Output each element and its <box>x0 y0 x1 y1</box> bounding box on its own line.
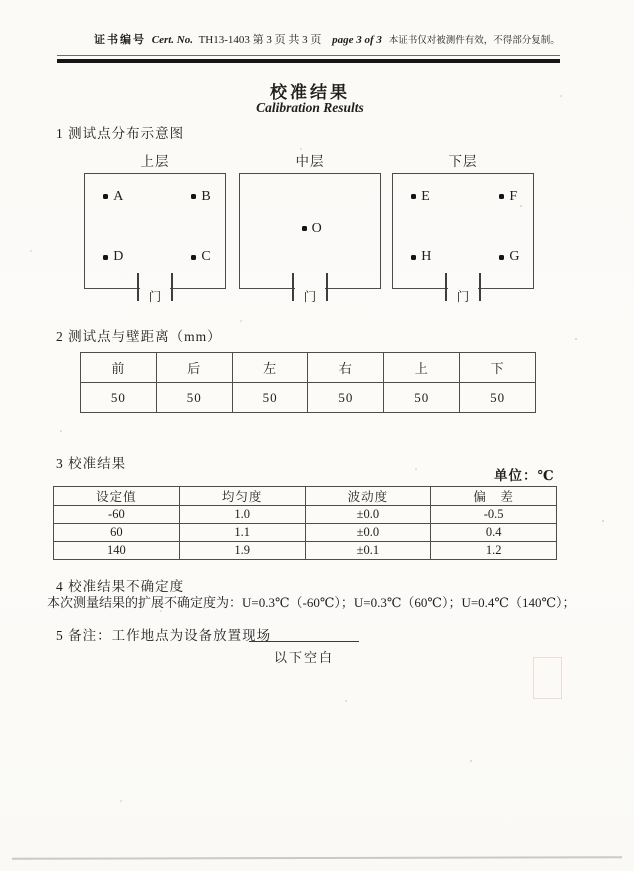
cert-no-label-cn: 证书编号 <box>94 34 146 46</box>
table-row <box>81 383 536 413</box>
cell-fluctuation: ±0.1 <box>305 542 431 560</box>
page-bottom-scan-line <box>12 856 622 859</box>
col-header-bottom: 下 <box>460 353 536 383</box>
section1-heading: 1 测试点分布示意图 <box>56 126 185 141</box>
point-dot <box>411 194 416 199</box>
col-header-top: 上 <box>384 353 460 383</box>
validity-notice: 本证书仅对被测件有效，不得部分复制。 <box>388 36 560 46</box>
cell-top: 50 <box>384 383 460 413</box>
cell-bottom: 50 <box>460 383 536 413</box>
point-dot <box>103 194 108 199</box>
point-label: O <box>311 220 322 236</box>
point-dot <box>103 255 108 260</box>
diagram-layer-lower <box>392 150 534 304</box>
point-dot <box>302 226 307 231</box>
col-header-left: 左 <box>232 353 308 383</box>
door-post-right <box>479 273 481 301</box>
door-label: 门 <box>303 290 317 304</box>
wall-distance-table <box>80 352 536 413</box>
table-row <box>54 506 557 524</box>
cell-left: 50 <box>232 383 308 413</box>
door-post-left <box>445 273 447 301</box>
end-of-content <box>249 641 359 666</box>
test-point-a <box>103 189 123 205</box>
calibration-results-table <box>53 486 557 560</box>
door-post-right <box>171 273 173 301</box>
point-label: D <box>113 249 124 265</box>
point-dot <box>499 194 504 199</box>
layer-label-upper: 上层 <box>140 154 170 169</box>
test-point-d <box>103 249 123 265</box>
point-dot <box>191 255 196 260</box>
test-point-f <box>499 189 517 205</box>
cell-front: 50 <box>81 383 157 413</box>
cell-fluctuation: ±0.0 <box>305 524 431 542</box>
diagram-layer-upper <box>84 150 226 304</box>
cell-deviation: 0.4 <box>431 524 557 542</box>
door-post-left <box>292 273 294 301</box>
point-label: A <box>113 188 124 204</box>
door-post-left <box>137 273 139 301</box>
cell-right: 50 <box>308 383 384 413</box>
page-count-en: page 3 of 3 <box>332 34 382 46</box>
table-row <box>54 524 557 542</box>
door-post-right <box>326 273 328 301</box>
col-header-fluctuation: 波动度 <box>305 487 431 506</box>
cell-deviation: 1.2 <box>431 542 557 560</box>
cell-fluctuation: ±0.0 <box>305 506 431 524</box>
cell-setpoint: -60 <box>54 506 180 524</box>
end-note: 以下空白 <box>273 650 334 665</box>
test-point-g <box>499 249 519 265</box>
point-label: B <box>201 188 211 204</box>
cert-no-value: TH13-1403 <box>198 34 250 46</box>
point-dot <box>191 194 196 199</box>
point-label: H <box>421 249 432 265</box>
diagram-layer-middle <box>239 150 381 304</box>
scan-speckles <box>0 0 2 2</box>
test-point-o <box>302 221 322 237</box>
point-label: E <box>421 188 430 204</box>
table-row <box>54 542 557 560</box>
layer-box-middle <box>239 173 381 304</box>
layer-label-middle: 中层 <box>295 154 325 169</box>
page-count-cn: 第 3 页 共 3 页 <box>252 34 322 46</box>
col-header-uniformity: 均匀度 <box>179 487 305 506</box>
cell-uniformity: 1.9 <box>179 542 305 560</box>
unit-label: 单位：℃ <box>494 468 555 483</box>
layer-label-lower: 下层 <box>448 154 478 169</box>
door-label: 门 <box>148 290 162 304</box>
test-point-h <box>411 249 431 265</box>
cell-back: 50 <box>156 383 232 413</box>
col-header-setpoint: 设定值 <box>54 487 180 506</box>
point-label: G <box>509 249 520 265</box>
col-header-front: 前 <box>81 353 157 383</box>
layer-box-upper <box>84 173 226 304</box>
point-dot <box>499 255 504 260</box>
section5-heading: 5 备注：工作地点为设备放置现场 <box>56 628 272 643</box>
cell-uniformity: 1.0 <box>179 506 305 524</box>
point-dot <box>411 255 416 260</box>
page-header <box>94 31 564 47</box>
stamp-ghost-artifact <box>533 657 562 699</box>
test-point-e <box>411 189 430 205</box>
end-divider-line <box>249 641 359 642</box>
layer-box-lower <box>392 173 534 304</box>
cell-uniformity: 1.1 <box>179 524 305 542</box>
col-header-right: 右 <box>308 353 384 383</box>
point-label: C <box>201 249 211 265</box>
cell-setpoint: 140 <box>54 542 180 560</box>
test-point-c <box>191 249 210 265</box>
cell-setpoint: 60 <box>54 524 180 542</box>
table-header-row <box>81 353 536 383</box>
section2-heading: 2 测试点与壁距离（mm） <box>56 329 222 344</box>
door-label: 门 <box>456 290 470 304</box>
col-header-back: 后 <box>156 353 232 383</box>
point-label: F <box>509 188 518 204</box>
test-point-b <box>191 189 210 205</box>
section3-heading: 3 校准结果 <box>56 456 127 471</box>
section4-heading: 4 校准结果不确定度 <box>56 579 185 594</box>
page-title-cn: 校准结果 <box>270 83 350 102</box>
page-title-en: Calibration Results <box>256 100 364 115</box>
cell-deviation: -0.5 <box>431 506 557 524</box>
table-header-row <box>54 487 557 506</box>
uncertainty-statement: 本次测量结果的扩展不确定度为：U=0.3℃（-60℃）；U=0.3℃（60℃）；U=0.4℃（140℃）； <box>47 595 576 610</box>
col-header-deviation: 偏 差 <box>431 487 557 506</box>
cert-no-label-en: Cert. No. <box>151 34 193 46</box>
header-rule <box>57 55 560 65</box>
